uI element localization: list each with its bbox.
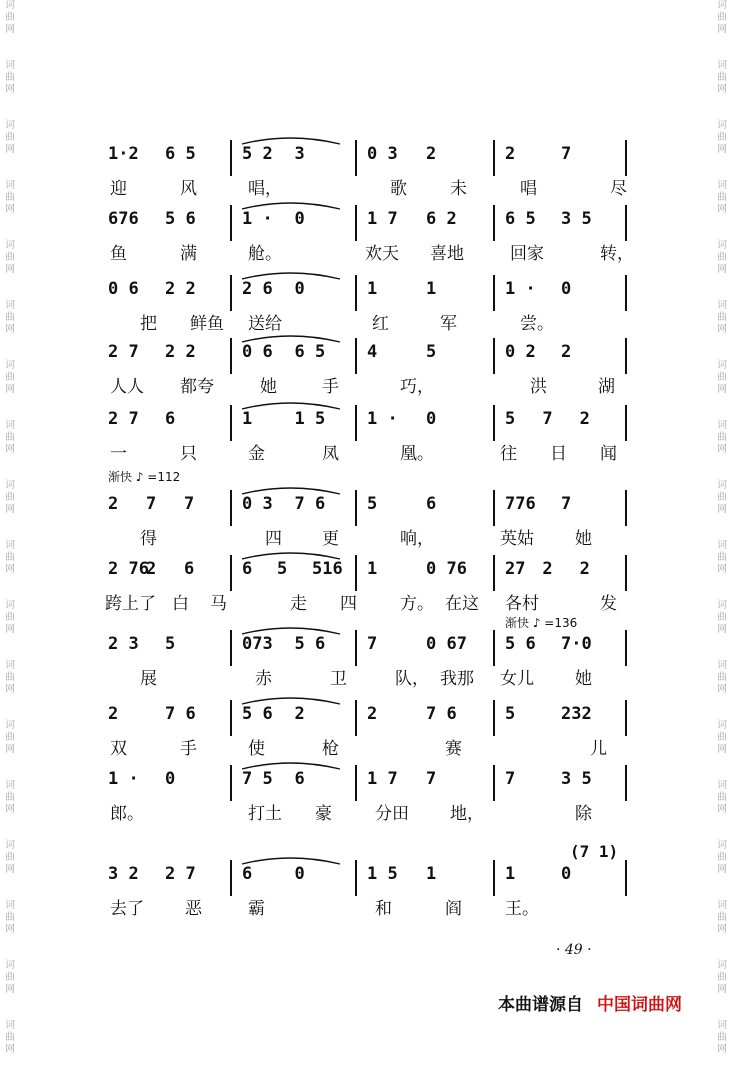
lyric-word: 恶 [185,899,202,919]
note: 073 [242,634,273,654]
lyric-word: 四 [340,594,357,614]
note: 6 [242,864,253,884]
note: 6 [426,494,437,514]
note: 7 [184,494,195,514]
lyric-word: 阎 [445,899,462,919]
note: 5 6 [165,209,196,229]
note: 4 [367,342,378,362]
lyric-word: 她 [575,529,592,549]
note: 7 [561,144,572,164]
note: 2 [146,559,157,579]
note: 5 2 [242,144,273,164]
lyric-word: 跨上了 [105,594,156,614]
lyric-word: 洪 [530,377,547,397]
lyric-word: 响， [400,529,434,549]
note: 7 6 [165,704,196,724]
note: 1 · [242,209,273,229]
note: 6 [242,559,253,579]
lyric-word: 更 [322,529,339,549]
lyric-word: 王。 [505,899,539,919]
note: 0 2 [505,342,536,362]
note: 2 [108,704,119,724]
lyric-word: 未 [450,179,467,199]
note: 3 [294,144,305,164]
note: 5 [426,342,437,362]
source-label: 本曲谱源自 [498,995,583,1015]
lyric-word: 和 [375,899,392,919]
lyric-word: 豪 [315,804,332,824]
lyric-word: 只 [180,444,197,464]
note: 0 3 [367,144,398,164]
note: 7 6 [426,704,457,724]
tempo-marking: 渐快 ♪ =136 [505,616,578,630]
lyric-word: 风 [180,179,197,199]
note: 0 6 [108,279,139,299]
source-credit [498,990,682,1015]
note: 2 7 [165,864,196,884]
lyric-word: 军 [440,314,457,334]
lyrics-line [100,734,640,758]
note: 5 [505,704,516,724]
note: 0 [561,279,572,299]
lyric-word: 巧， [400,377,434,397]
lyric-word: 展 [140,669,157,689]
lyric-word: 闻 [600,444,617,464]
note: 6 5 [505,209,536,229]
lyric-word: 欢天 [365,244,399,264]
lyric-word: 唱 [520,179,537,199]
note: 1 · [108,769,139,789]
lyric-word: 鲜鱼 [190,314,224,334]
lyric-word: 女儿 [500,669,534,689]
note: 1 [367,279,378,299]
note: 2 7 [108,342,139,362]
note: 7 5 [242,769,273,789]
lyric-word: 白 [172,594,189,614]
note: 5 [505,409,516,429]
lyric-word: 她 [575,669,592,689]
note: 1 · [367,409,398,429]
note: 516 [312,559,343,579]
note: 2 3 [108,634,139,654]
lyric-word: 手 [322,377,339,397]
lyric-word: 往 [500,444,517,464]
note: 2 [367,704,378,724]
note: 27 [505,559,526,579]
lyric-word: 走 [290,594,307,614]
lyric-word: 发 [600,594,617,614]
lyric-word: 地， [450,804,484,824]
lyric-word: 我那 [440,669,474,689]
lyric-word: 去了 [110,899,144,919]
note: 1 · [505,279,536,299]
note: 5 6 [294,634,326,654]
lyric-word: 霸 [248,899,265,919]
lyric-word: 队， [395,669,429,689]
note: 6 [184,559,195,579]
note: 0 [426,409,437,429]
lyric-word: 唱， [248,179,282,199]
note: 1 5 [367,864,398,884]
note: 0 [294,864,305,884]
note: 7 [542,409,553,429]
note: 5 [165,634,176,654]
note: 1 [242,409,253,429]
lyric-word: 郎。 [110,804,144,824]
lyric-word: 手 [180,739,197,759]
note: 3 5 [561,209,592,229]
note: 6 [165,409,176,429]
lyric-word: 歌 [390,179,407,199]
lyric-word: 都夸 [180,377,214,397]
note: 0 67 [426,634,467,654]
note: 6 2 [426,209,457,229]
lyric-word: 回家 [510,244,544,264]
note: 0 [294,279,305,299]
lyric-word: 打土 [248,804,282,824]
lyric-word: 赤 [255,669,272,689]
watermark-right: 词 曲 网 词 曲 网 词 曲 网 词 曲 网 词 曲 网 词 曲 网 词 曲 网 词 曲 网 词 曲 网 词 曲 网 词 曲 网 词 曲 网 词 曲 网 词 曲 网 词 曲 网 词 曲 网 词 曲 网 词 曲 网 [717,0,727,1055]
note: 776 [505,494,536,514]
note: 2 7 [108,409,139,429]
note: 2 [294,704,305,724]
note: 1·2 [108,144,139,164]
lyric-word: 分田 [375,804,409,824]
lyrics-line [100,439,640,463]
note: 0 [165,769,176,789]
lyrics-line [100,524,640,548]
lyric-word: 满 [180,244,197,264]
note: 2 2 [165,279,196,299]
lyric-word: 枪 [322,739,339,759]
lyric-word: 双 [110,739,127,759]
note: 676 [108,209,139,229]
note: 5 [367,494,378,514]
lyric-word: 迎 [110,179,127,199]
lyrics-line [100,894,640,918]
lyrics-line [100,372,640,396]
lyric-word: 马 [210,594,227,614]
note: 1 7 [367,209,398,229]
parenthetical-notes: (7 1) [570,842,619,861]
lyric-word: 各村 [505,594,539,614]
lyric-word: 四 [265,529,282,549]
lyric-word: 金 [248,444,265,464]
note: 3 2 [108,864,139,884]
note: 0 3 [242,494,273,514]
note: 6 5 [165,144,196,164]
note: 2 [505,144,516,164]
lyric-word: 使 [248,739,265,759]
page-number: · 49 · [556,942,592,958]
lyric-word: 日 [550,444,567,464]
note: 5 [277,559,288,579]
note: 2 76 [108,559,149,579]
note: 7 [367,634,378,654]
lyric-word: 人人 [110,377,144,397]
lyric-word: 她 [260,377,277,397]
note: 7·0 [561,634,592,654]
lyric-word: 喜地 [430,244,464,264]
lyrics-line [100,239,640,263]
note: 1 [505,864,516,884]
lyric-word: 在这 [445,594,479,614]
lyrics-line [100,799,640,823]
lyric-word: 凰。 [400,444,434,464]
note: 7 6 [294,494,326,514]
note: 2 [108,494,119,514]
lyric-word: 送给 [248,314,282,334]
note: 7 [505,769,516,789]
lyric-word: 卫 [330,669,347,689]
note: 7 [146,494,157,514]
note: 1 [426,864,437,884]
lyric-word: 儿 [590,739,607,759]
lyric-word: 得 [140,529,157,549]
note: 6 5 [294,342,326,362]
tempo-marking: 渐快 ♪ =112 [108,470,181,484]
note: 2 [542,559,553,579]
note: 5 6 [242,704,273,724]
note: 2 [579,409,590,429]
note: 0 [561,864,572,884]
note: 232 [561,704,592,724]
lyrics-line [100,174,640,198]
note: 2 [579,559,590,579]
note: 1 [426,279,437,299]
note: 7 [561,494,572,514]
lyric-word: 尽 [610,179,627,199]
note: 2 [561,342,572,362]
note: 0 [294,209,305,229]
note: 2 6 [242,279,273,299]
note: 2 [426,144,437,164]
lyric-word: 转， [600,244,634,264]
source-site[interactable]: 中国词曲网 [597,995,682,1015]
lyric-word: 把 [140,314,157,334]
note: 6 [294,769,305,789]
lyric-word: 鱼 [110,244,127,264]
note: 0 6 [242,342,273,362]
note: 1 [367,559,378,579]
lyric-word: 赛 [445,739,462,759]
note: 5 6 [505,634,536,654]
lyric-word: 方。 [400,594,434,614]
note: 7 [426,769,437,789]
lyric-word: 一 [110,444,127,464]
lyric-word: 英姑 [500,529,534,549]
lyric-word: 除 [575,804,592,824]
lyrics-line [100,589,640,613]
watermark-left: 词 曲 网 词 曲 网 词 曲 网 词 曲 网 词 曲 网 词 曲 网 词 曲 网 词 曲 网 词 曲 网 词 曲 网 词 曲 网 词 曲 网 词 曲 网 词 曲 网 词 曲 网 词 曲 网 词 曲 网 词 曲 网 [5,0,15,1055]
note: 0 76 [426,559,467,579]
note: 2 2 [165,342,196,362]
lyric-word: 凤 [322,444,339,464]
note: 1 5 [294,409,326,429]
lyric-word: 湖 [598,377,615,397]
note: 1 7 [367,769,398,789]
lyrics-line [100,309,640,333]
lyric-word: 舱。 [248,244,282,264]
lyric-word: 尝。 [520,314,554,334]
lyric-word: 红 [372,314,389,334]
lyrics-line [100,664,640,688]
note: 3 5 [561,769,592,789]
